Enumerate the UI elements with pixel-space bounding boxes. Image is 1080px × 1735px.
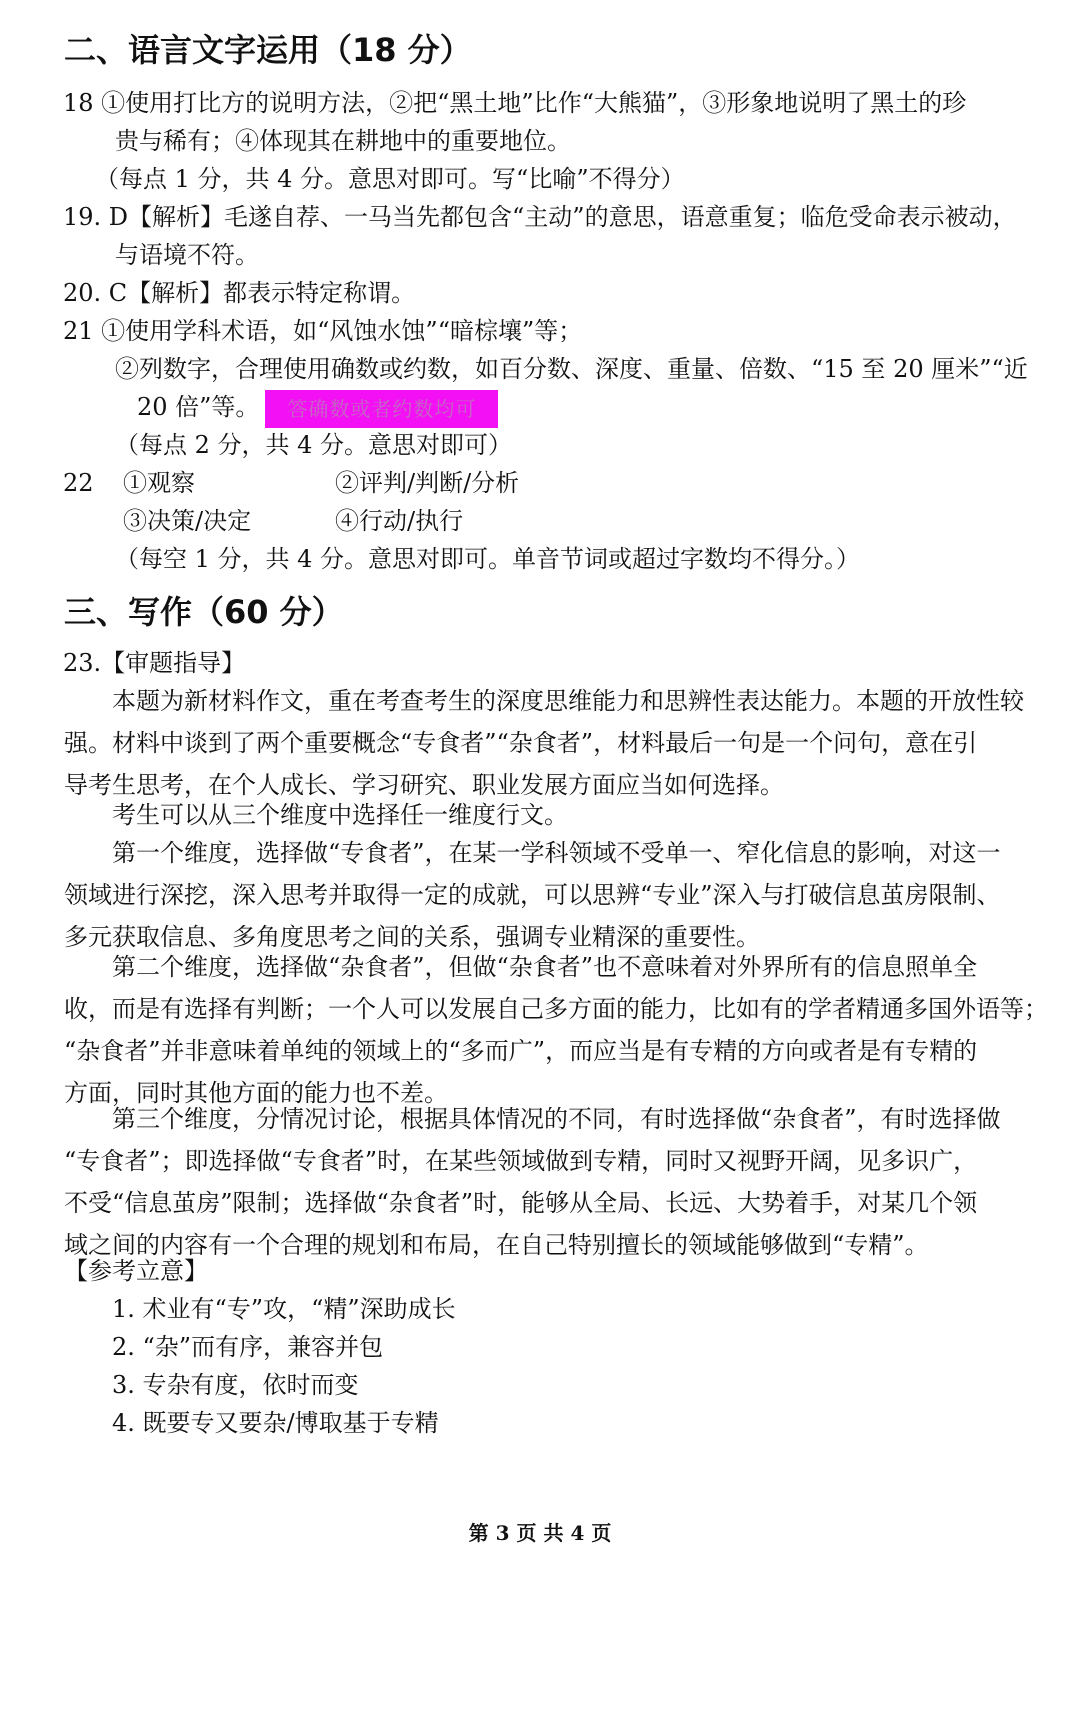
- paragraph-5-line: 不受“信息茧房”限制；选择做“杂食者”时，能够从全局、长远、大势着手，对某几个领: [64, 1189, 978, 1217]
- q21-scoring-note: （每点 2 分，共 4 分。意思对即可）: [115, 431, 513, 459]
- q21-line-1: 21 ①使用学科术语，如“风蚀水蚀”“暗棕壤”等；: [63, 317, 583, 345]
- paragraph-3-line: 领域进行深挖，深入思考并取得一定的成就，可以思辨“专业”深入与打破信息茧房限制、: [64, 881, 1001, 909]
- paragraph-1-line: 本题为新材料作文，重在考查考生的深度思维能力和思辨性表达能力。本题的开放性较: [112, 687, 1024, 715]
- paragraph-4-line: 收，而是有选择有判断；一个人可以发展自己多方面的能力，比如有的学者精通多国外语等；: [64, 995, 1048, 1023]
- section-2-heading: 二、语言文字运用（18 分）: [64, 31, 472, 69]
- paragraph-5-line: “专食者”；即选择做“专食者”时，在某些领域做到专精，同时又视野开阔，见多识广，: [64, 1147, 978, 1175]
- q22-number: 22: [63, 469, 94, 497]
- reference-item-3: 3. 专杂有度，依时而变: [112, 1371, 359, 1399]
- paragraph-4-line: 方面，同时其他方面的能力也不差。: [64, 1079, 448, 1107]
- q20-line-1: 20. C【解析】都表示特定称谓。: [63, 279, 416, 307]
- paragraph-1: [64, 680, 1044, 806]
- paragraph-4-line: 第二个维度，选择做“杂食者”，但做“杂食者”也不意味着对外界所有的信息照单全: [112, 953, 978, 981]
- q22-row-1: [63, 462, 1080, 504]
- paragraph-1-line: 强。材料中谈到了两个重要概念“专食者”“杂食者”，材料最后一句是一个问句，意在引: [64, 729, 978, 757]
- paragraph-4-line: “杂食者”并非意味着单纯的领域上的“多而广”，而应当是有专精的方向或者是有专精的: [64, 1037, 978, 1065]
- paragraph-5-line: 域之间的内容有一个合理的规划和布局，在自己特别擅长的领域能够做到“专精”。: [64, 1231, 929, 1259]
- paragraph-2: 考生可以从三个维度中选择任一维度行文。: [112, 801, 568, 829]
- section-3-heading: 三、写作（60 分）: [64, 593, 344, 631]
- q22-scoring-note: （每空 1 分，共 4 分。意思对即可。单音节词或超过字数均不得分。）: [115, 545, 861, 573]
- q22-answer-2: ②评判/判断/分析: [335, 469, 520, 497]
- paragraph-1-line: 导考生思考，在个人成长、学习研究、职业发展方面应当如何选择。: [64, 771, 784, 799]
- highlighted-annotation: 答确数或者约数均可: [265, 390, 498, 428]
- paragraph-4: [64, 946, 1048, 1114]
- q22-answer-4: ④行动/执行: [335, 507, 464, 535]
- q19-line-1: 19. D【解析】毛遂自荐、一马当先都包含“主动”的意思，语意重复；临危受命表示被动，: [63, 203, 1017, 231]
- reference-item-2: 2. “杂”而有序，兼容并包: [112, 1333, 384, 1361]
- paragraph-5-line: 第三个维度，分情况讨论，根据具体情况的不同，有时选择做“杂食者”，有时选择做: [112, 1105, 1001, 1133]
- q18-line-2: 贵与稀有；④体现其在耕地中的重要地位。: [115, 127, 571, 155]
- paragraph-3: [64, 832, 1044, 958]
- q19-line-2: 与语境不符。: [115, 241, 259, 269]
- q21-line-3-text: 20 倍”等。: [137, 393, 260, 421]
- page-number-footer: 第 3 页 共 4 页: [468, 1521, 612, 1545]
- q22-answer-1: ①观察: [123, 469, 195, 497]
- q18-line-1: 18 ①使用打比方的说明方法，②把“黑土地”比作“大熊猫”，③形象地说明了黑土的珍: [63, 89, 967, 117]
- reference-label: 【参考立意】: [64, 1257, 208, 1285]
- paragraph-3-line: 第一个维度，选择做“专食者”，在某一学科领域不受单一、窄化信息的影响，对这一: [112, 839, 1001, 867]
- q21-line-3: [137, 386, 1080, 428]
- q23-label: 23.【审题指导】: [63, 649, 246, 677]
- reference-item-1: 1. 术业有“专”攻，“精”深助成长: [112, 1295, 456, 1323]
- q21-line-2: ②列数字，合理使用确数或约数，如百分数、深度、重量、倍数、“15 至 20 厘米”“近: [115, 355, 1028, 383]
- paragraph-5: [64, 1098, 1044, 1266]
- q18-scoring-note: （每点 1 分，共 4 分。意思对即可。写“比喻”不得分）: [95, 165, 685, 193]
- paragraph-3-line: 多元获取信息、多角度思考之间的关系，强调专业精深的重要性。: [64, 923, 760, 951]
- reference-item-4: 4. 既要专又要杂/博取基于专精: [112, 1409, 439, 1437]
- q22-answer-3: ③决策/决定: [123, 507, 252, 535]
